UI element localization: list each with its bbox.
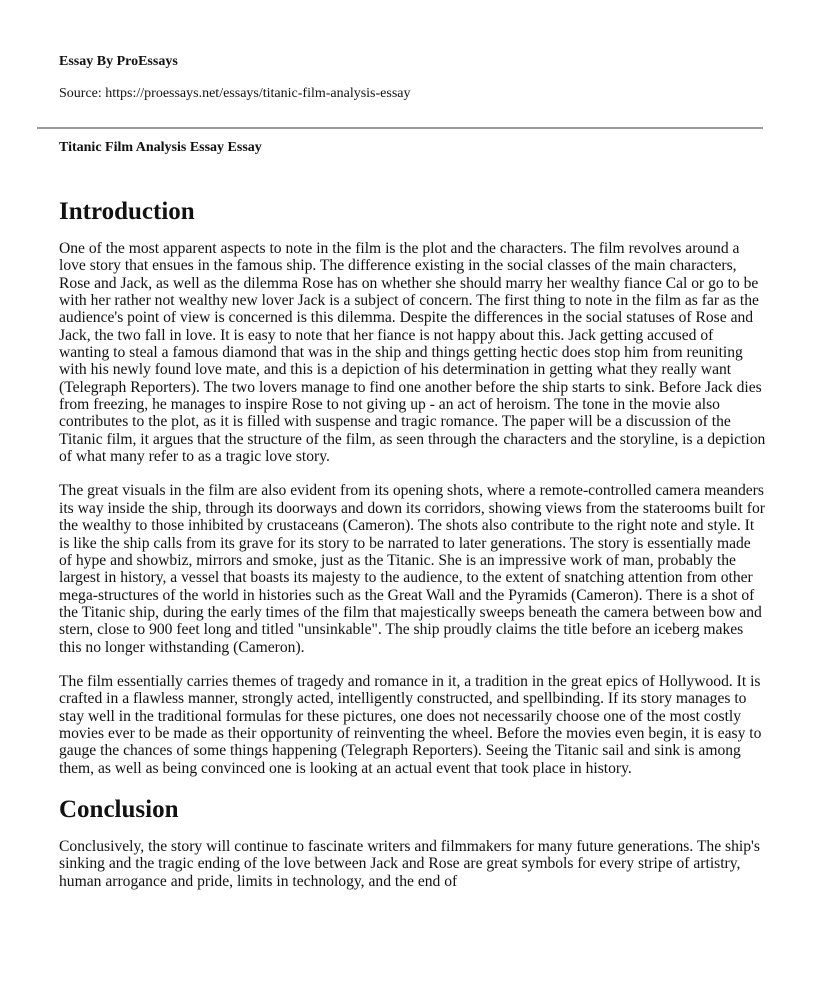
essay-source: Source: https://proessays.net/essays/titanic-film-analysis-essay — [59, 86, 411, 101]
essay-body — [59, 196, 767, 907]
essay-author: Essay By ProEssays — [59, 54, 178, 69]
section-heading-conclusion: Conclusion — [59, 795, 179, 823]
paragraph: The great visuals in the film are also evident from its opening shots, where a remote-controlled camera meanders its way inside the ship, through its doorways and down its corridors, showing views from the staterooms built for the wealthy to those inhibited by crustaceans (Cameron). The shots also contribute to the right note and style. It is like the ship calls from its grave for its story to be narrated to later generations. The story is essentially made of hype and showbiz, mirrors and smoke, just as the Titanic. She is an impressive work of man, probably the largest in history, a vessel that boasts its majesty to the audience, to the extent of snatching attention from other mega-structures of the world in histories such as the Great Wall and the Pyramids (Cameron). There is a shot of the Titanic ship, during the early times of the film that majestically sweeps beneath the camera between bow and stern, close to 900 feet long and titled "unsinkable". The ship proudly claims the title before an iceberg makes this no longer withstanding (Cameron). — [59, 482, 765, 656]
section-heading-introduction: Introduction — [59, 198, 195, 225]
paragraph: The film essentially carries themes of tragedy and romance in it, a tradition in the great epics of Hollywood. It is crafted in a flawless manner, strongly acted, intelligently constructed, and spellbinding. If its story manages to stay well in the traditional formulas for these pictures, one does not necessarily choose one of the most costly movies ever to be made as their opportunity of reinventing the wheel. Before the movies even begin, it is easy to gauge the chances of some things happening (Telegraph Reporters). Seeing the Titanic sail and sink is among them, as well as being convinced one is looking at an actual event that took place in history. — [59, 672, 762, 777]
essay-title: Titanic Film Analysis Essay Essay — [59, 140, 262, 155]
divider — [37, 127, 763, 129]
paragraph: One of the most apparent aspects to note in the film is the plot and the characters. The film revolves around a love story that ensues in the famous ship. The difference existing in the social classes of the main characters, Rose and Jack, as well as the dilemma Rose has on whether she should marry her wealthy fiance Cal or go to be with her rather not wealthy new lover Jack is a subject of concern. The first thing to note in the film as far as the audience's point of view is concerned is this dilemma. Despite the differences in the social statuses of Rose and Jack, the two fall in love. It is easy to note that her fiance is not happy about this. Jack getting accused of wanting to steal a famous diamond that was in the ship and things getting hectic does stop him from reuniting with his newly found love mate, and this is a depiction of his determination in getting what they really want (Telegraph Reporters). The two lovers manage to find one another before the ship starts to sink. Before Jack dies from freezing, he manages to inspire Rose to not giving up - an act of heroism. The tone in the movie also contributes to the plot, as it is filled with suspense and tragic romance. The paper will be a discussion of the Titanic film, it argues that the structure of the film, as seen through the characters and the storyline, is a depiction of what many refer to as a tragic love story. — [59, 240, 766, 466]
paragraph: Conclusively, the story will continue to fascinate writers and filmmakers for many future generations. The ship's sinking and the tragic ending of the love between Jack and Rose are great symbols for every stripe of artistry, human arrogance and pride, limits in technology, and the end of — [59, 837, 760, 890]
